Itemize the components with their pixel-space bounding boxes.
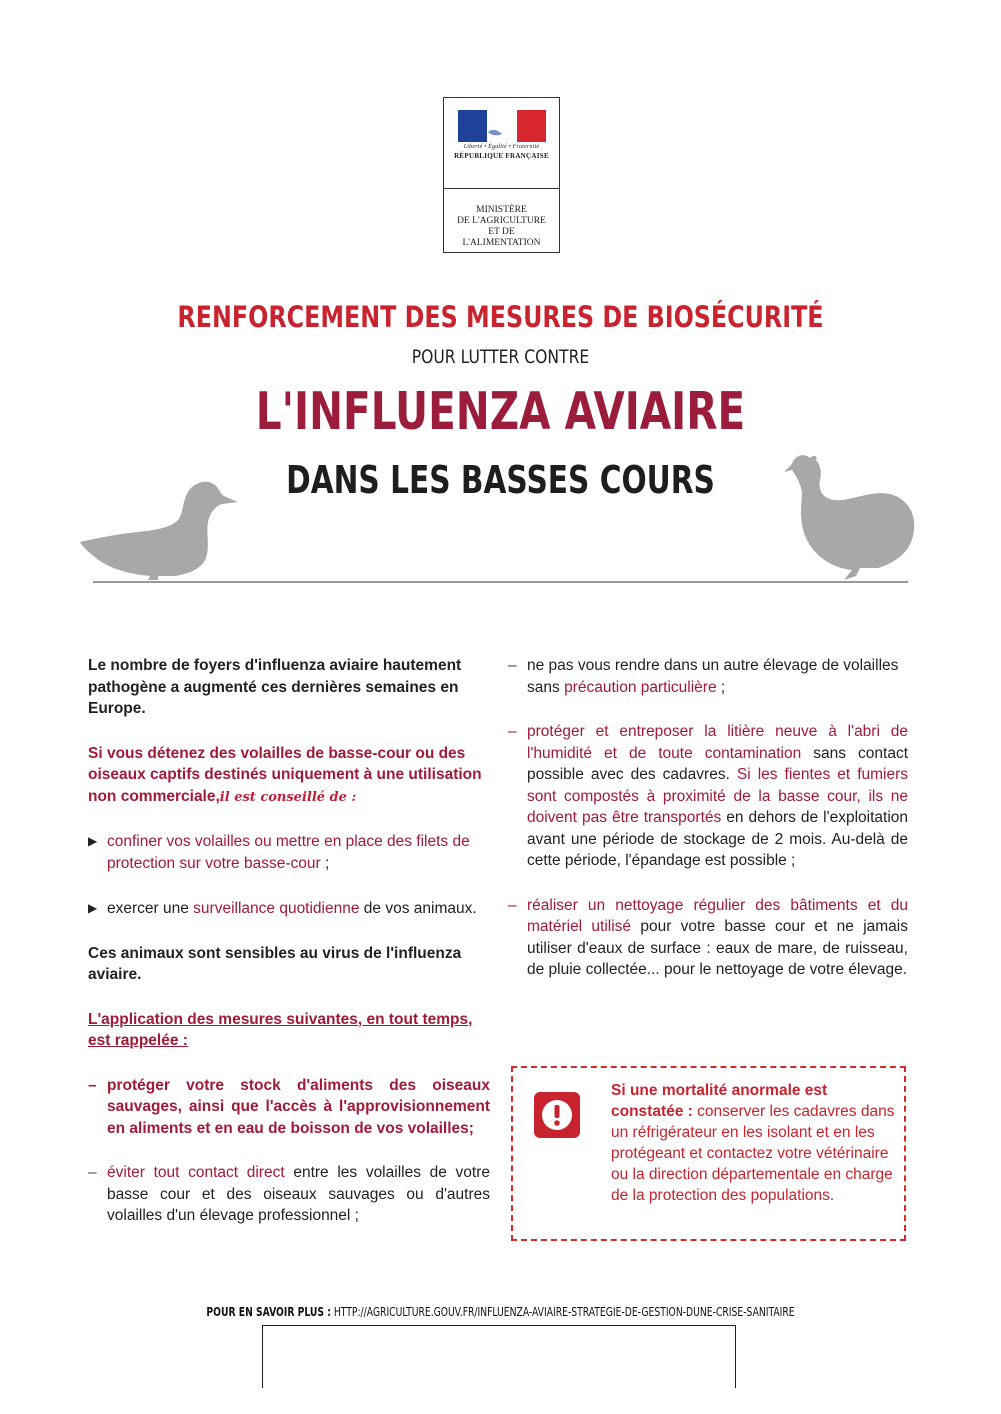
- measure-red-text: éviter tout contact direct: [107, 1164, 285, 1181]
- left-column: [88, 655, 490, 1227]
- bullet-red-text: surveillance quotidienne: [193, 900, 360, 917]
- right-column: [508, 655, 908, 981]
- list-item: [88, 1162, 490, 1227]
- intro-paragraph: Le nombre de foyers d'influenza aviaire hautement pathogène a augmenté ces dernières semaines en Europe.: [88, 657, 462, 717]
- title-line-3: L'INFLUENZA AVIAIRE: [255, 382, 746, 442]
- footer-url-link[interactable]: HTTP://AGRICULTURE.GOUV.FR/INFLUENZA-AVIAIRE-STRATEGIE-DE-GESTION-DUNE-CRISE-SANITAIRE: [330, 1304, 795, 1319]
- triangle-bullet-icon: ▶: [88, 834, 98, 848]
- measure-text: protéger votre stock d'aliments des oiseaux sauvages, ainsi que l'accès à l'approvisionnement en aliments et en eau de boisson de vos volailles;: [107, 1076, 490, 1137]
- measure-end-text: en dehors de l'exploitation avant une période de stockage de 2 mois. Au-delà de cette période, l'épandage est possible ;: [527, 809, 909, 869]
- blank-stamp-box: [262, 1325, 736, 1388]
- duck-icon: [78, 472, 248, 584]
- dash-bullet: –: [508, 657, 517, 674]
- bullet-end-text: ;: [320, 854, 330, 872]
- ground-line: [93, 581, 908, 583]
- alert-text: [611, 1080, 901, 1206]
- ministry-name: MINISTÈRE DE L'AGRICULTURE ET DE L'ALIMENTATION: [457, 205, 546, 248]
- triangle-bullet-icon: ▶: [88, 901, 98, 915]
- republic-name: RÉPUBLIQUE FRANÇAISE: [454, 152, 549, 160]
- dash-bullet: –: [88, 1164, 97, 1181]
- alert-box: [511, 1066, 906, 1241]
- application-heading: L'application des mesures suivantes, en tout temps, est rappelée :: [88, 1010, 473, 1049]
- condition-text: Si vous détenez des volailles de basse-cour ou des oiseaux captifs destinés uniquement à une utilisation non commerciale,: [88, 744, 482, 805]
- sensitivity-paragraph: Ces animaux sont sensibles au virus de l'influenza aviaire.: [88, 944, 462, 983]
- measure-end-text: pour votre basse cour et ne jamais utiliser d'eaux de surface : eaux de mare, de ruisseau, de pluie collectée... pour le nettoyage de votre élevage.: [527, 918, 908, 978]
- dash-bullet: –: [88, 1076, 97, 1094]
- measure-red-text: réaliser un nettoyage régulier des bâtiments et du matériel utilisé: [527, 896, 908, 935]
- alert-bold-text: Si une mortalité anormale est constatée :: [611, 1082, 828, 1120]
- hen-icon: [780, 450, 920, 584]
- alert-body-text: conserver les cadavres dans un réfrigérateur en les isolant et en les protégeant et contactez votre vétérinaire ou la direction départementale en charge de la protection des populations.: [611, 1103, 895, 1204]
- condition-paragraph: [88, 743, 490, 809]
- title-line-2: POUR LUTTER CONTRE: [411, 346, 590, 368]
- measure-end-text: entre les volailles de votre basse cour et des oiseaux sauvages ou d'autres volailles d'un élevage professionnel ;: [107, 1164, 490, 1224]
- measure-start-text: ne pas vous rendre dans un autre élevage de volailles sans: [527, 657, 899, 696]
- list-item: [88, 1075, 490, 1140]
- marianne-block: [444, 110, 559, 189]
- ministry-logo: [443, 97, 560, 253]
- measure-mid-text: sans contact possible avec des cadavres.: [527, 744, 908, 783]
- footer-more-info: [90, 1304, 911, 1319]
- list-item: [88, 831, 490, 874]
- bullet-end-text: de vos animaux.: [359, 900, 477, 917]
- list-item: [508, 895, 908, 981]
- title-line-4: DANS LES BASSES COURS: [286, 458, 715, 502]
- exclamation-icon: [534, 1092, 580, 1138]
- measure-red-text: protéger et entreposer la litière neuve à l'abri de l'humidité et de toute contamination: [527, 723, 908, 762]
- dash-bullet: –: [508, 723, 517, 740]
- measure-red-text-2: Si les fientes et fumiers sont compostés à proximité de la basse cour, ils ne doivent pas être transportés: [527, 766, 909, 826]
- handwritten-note: il est conseillé de :: [219, 789, 357, 805]
- republic-motto: Liberté • Égalité • Fraternité: [463, 144, 540, 150]
- measure-end-text: ;: [716, 678, 726, 696]
- bullet-start-text: exercer une: [107, 900, 194, 917]
- list-item: [508, 655, 908, 698]
- bullet-red-text: confiner vos volailles ou mettre en place des filets de protection sur votre basse-cour: [107, 833, 470, 872]
- dash-bullet: –: [508, 896, 517, 914]
- marianne-flag-icon: [458, 110, 546, 142]
- list-item: [508, 721, 908, 872]
- measure-red-text: précaution particulière: [564, 678, 717, 696]
- title-line-1: RENFORCEMENT DES MESURES DE BIOSÉCURITÉ: [177, 300, 824, 334]
- footer-label: POUR EN SAVOIR PLUS :: [206, 1304, 331, 1319]
- list-item: [88, 898, 490, 920]
